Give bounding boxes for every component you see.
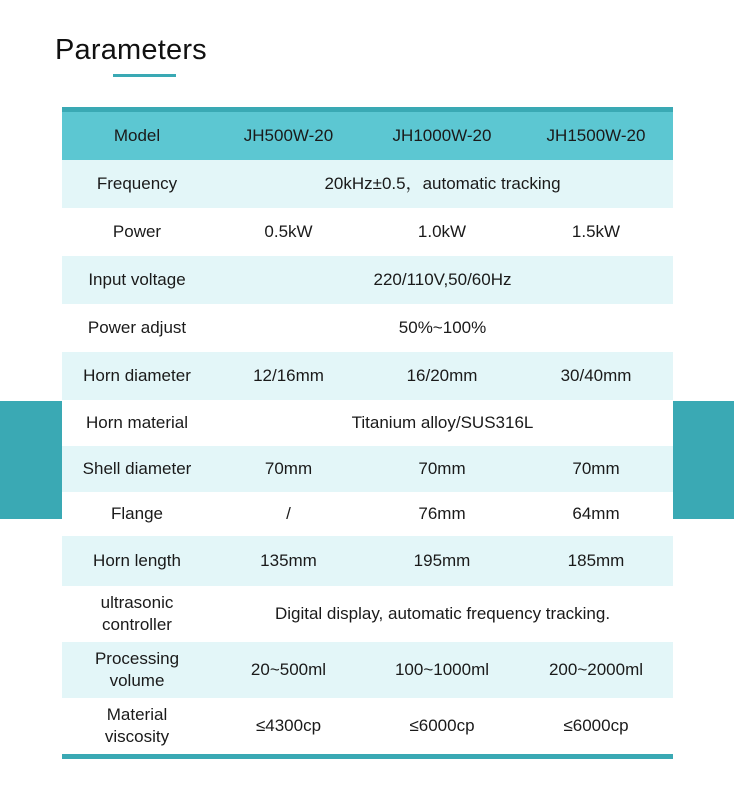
row-span-value: 220/110V,50/60Hz <box>373 270 512 289</box>
header-cell-model: Model <box>113 126 161 145</box>
row-value: 200~2000ml <box>548 660 644 679</box>
page-title: Parameters <box>55 34 207 66</box>
row-value: 70mm <box>572 459 620 478</box>
row-value: 16/20mm <box>406 366 478 385</box>
row-value: 1.0kW <box>417 222 467 241</box>
table-row-power <box>62 208 673 256</box>
row-value: ≤4300cp <box>255 716 322 735</box>
row-label: Power adjust <box>87 318 187 337</box>
row-label: ultrasonic controller <box>100 593 174 634</box>
table-row-horn-length <box>62 536 673 586</box>
table-row-shell-diameter <box>62 446 673 492</box>
row-value: / <box>286 504 291 523</box>
table-bottom-bar <box>62 754 673 759</box>
table-row-power-adjust <box>62 304 673 352</box>
table-row-input-voltage <box>62 256 673 304</box>
row-label: Input voltage <box>88 270 186 289</box>
row-value: 185mm <box>567 551 625 570</box>
row-label: Horn material <box>85 413 189 432</box>
row-label: Frequency <box>96 174 178 193</box>
right-accent-band <box>673 401 734 519</box>
row-label: Flange <box>111 504 163 523</box>
header-cell-jh1000w: JH1000W-20 <box>392 126 492 145</box>
row-value: 20~500ml <box>250 660 327 679</box>
row-value: 76mm <box>418 504 466 523</box>
table-row-flange <box>62 492 673 536</box>
row-value: 64mm <box>572 504 620 523</box>
table-row-material-viscosity <box>62 698 673 754</box>
row-value: 195mm <box>413 551 471 570</box>
row-label: Horn length <box>93 551 181 570</box>
row-value: ≤6000cp <box>563 716 629 735</box>
parameters-table <box>62 107 673 759</box>
left-accent-band <box>0 401 62 519</box>
row-value: ≤6000cp <box>409 716 475 735</box>
row-value: 70mm <box>418 459 466 478</box>
row-label: Horn diameter <box>83 366 191 385</box>
row-value: 135mm <box>260 551 317 570</box>
table-row-horn-material <box>62 400 673 446</box>
row-label: Power <box>112 222 162 241</box>
header-cell-jh500w: JH500W-20 <box>243 126 334 145</box>
row-value: 1.5kW <box>571 222 621 241</box>
row-label: Processing volume <box>94 649 180 690</box>
row-span-value: 20kHz±0.5，automatic tracking <box>324 174 561 193</box>
table-row-processing-volume <box>62 642 673 698</box>
row-value: 0.5kW <box>264 222 313 241</box>
row-label: Shell diameter <box>82 459 192 478</box>
header-cell-jh1500w: JH1500W-20 <box>546 126 646 145</box>
table-row-frequency <box>62 160 673 208</box>
title-underline <box>113 74 176 77</box>
table-row-ultrasonic-controller <box>62 586 673 642</box>
row-value: 70mm <box>264 459 313 478</box>
table-row-horn-diameter <box>62 352 673 400</box>
table-header-row <box>62 112 673 160</box>
row-span-value: Titanium alloy/SUS316L <box>351 413 534 432</box>
row-span-value: Digital display, automatic frequency tracking. <box>274 604 611 623</box>
row-value: 100~1000ml <box>394 660 490 679</box>
row-span-value: 50%~100% <box>398 318 487 337</box>
row-label: Material viscosity <box>104 705 170 746</box>
row-value: 12/16mm <box>253 366 324 385</box>
row-value: 30/40mm <box>560 366 632 385</box>
